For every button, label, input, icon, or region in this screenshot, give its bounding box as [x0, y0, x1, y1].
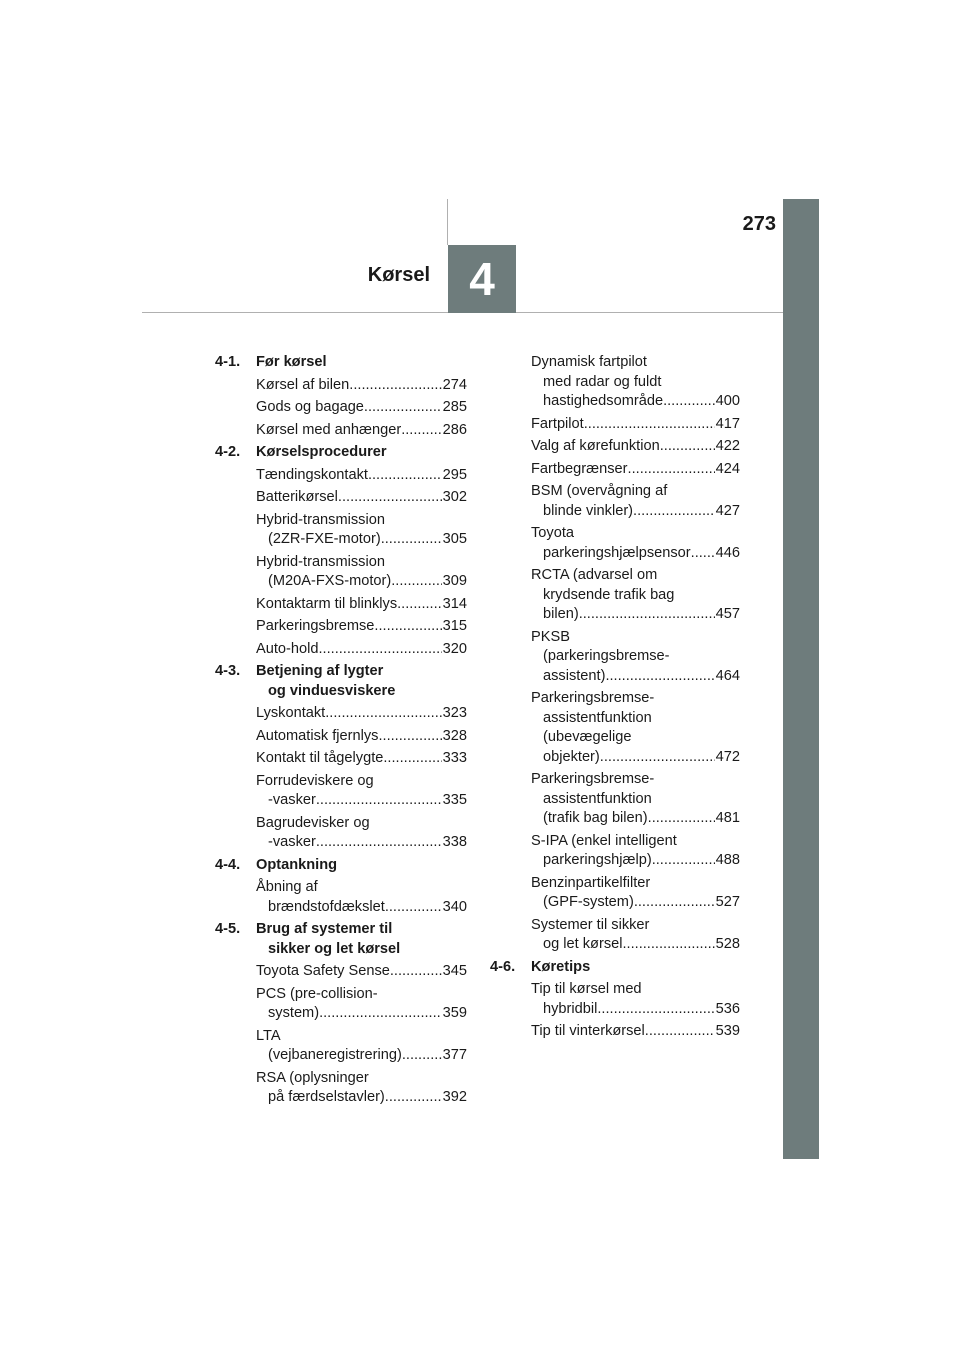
toc-entry-text: Kontaktarm til blinklys [256, 595, 398, 612]
toc-entry-text: blinde vinkler) [543, 502, 634, 519]
toc-section-number: 4-6. [490, 958, 516, 975]
toc-entry[interactable] [531, 874, 740, 913]
toc-right-column [490, 353, 740, 1045]
toc-entry-text: assistent) [543, 667, 606, 684]
toc-section-number: 4-3. [215, 663, 241, 679]
toc-entry[interactable] [256, 749, 467, 769]
toc-entry[interactable] [256, 878, 467, 917]
toc-entry-text: parkeringshjælpsensor [543, 544, 691, 561]
toc-leader-dots [402, 1046, 442, 1066]
toc-entry[interactable] [256, 814, 467, 853]
toc-entry-text: PCS (pre-collision- [256, 985, 378, 1002]
toc-entry-text: Automatisk fjernlys [256, 727, 379, 744]
toc-entry-text: (ubevægelige [543, 729, 632, 745]
toc-leader-dots [584, 415, 715, 435]
toc-entry-text: RSA (oplysninger [256, 1069, 369, 1086]
toc-entry[interactable] [531, 770, 740, 829]
toc-entry-text: Lyskontakt [256, 705, 326, 721]
toc-entry[interactable] [256, 421, 467, 441]
toc-section-heading [215, 662, 467, 701]
toc-page-number: 422 [715, 438, 740, 454]
toc-entry[interactable] [531, 689, 740, 767]
toc-leader-dots [579, 605, 715, 625]
page-number: 273 [742, 213, 776, 235]
toc-entry[interactable] [256, 511, 467, 550]
toc-entry-text: Kontakt til tågelygte [256, 750, 384, 766]
toc-leader-dots [605, 667, 714, 687]
toc-section-number: 4-4. [215, 856, 241, 873]
toc-entry[interactable] [256, 772, 467, 811]
toc-page-number: 285 [442, 399, 467, 415]
toc-leader-dots [378, 727, 441, 747]
toc-section-number: 4-1. [215, 354, 241, 370]
toc-entry[interactable] [531, 832, 740, 871]
toc-entry[interactable] [256, 376, 467, 396]
toc-entry-text: assistentfunktion [543, 709, 652, 726]
toc-entry-text: parkeringshjælp) [543, 852, 652, 868]
toc-page-number: 328 [442, 727, 467, 744]
toc-page-number: 481 [715, 810, 740, 826]
toc-entry-text: Tip til vinterkørsel [531, 1023, 645, 1039]
toc-entry-text: Åbning af [256, 879, 318, 895]
toc-section-title: Optankning [256, 856, 338, 873]
toc-leader-dots [401, 421, 441, 441]
toc-section-title: Køretips [531, 958, 591, 975]
chapter-side-tab [783, 199, 819, 1159]
toc-entry[interactable] [531, 437, 740, 457]
toc-entry-text: på færdselstavler) [268, 1089, 385, 1105]
toc-entry[interactable] [531, 524, 740, 563]
toc-page-number: 417 [715, 415, 740, 432]
toc-entry-text: brændstofdækslet [268, 898, 385, 915]
toc-page-number: 528 [715, 936, 740, 952]
toc-entry-text: Valg af kørefunktion [531, 438, 660, 454]
toc-entry[interactable] [256, 1027, 467, 1066]
toc-page-number: 488 [715, 852, 740, 868]
toc-page-number: 274 [442, 376, 467, 393]
toc-page-number: 340 [442, 898, 467, 915]
toc-entry-text: hastighedsområde [543, 393, 664, 409]
toc-entry-text: Tip til kørsel med [531, 981, 642, 997]
toc-entry[interactable] [256, 398, 467, 418]
toc-leader-dots [316, 791, 442, 811]
toc-entry-text: S-IPA (enkel intelligent [531, 832, 677, 849]
toc-page-number: 333 [442, 750, 467, 766]
toc-page-number: 427 [715, 502, 740, 519]
toc-entry[interactable] [531, 353, 740, 412]
toc-entry-text: PKSB [531, 628, 570, 645]
toc-section-heading [215, 443, 467, 463]
toc-section-heading [215, 353, 467, 373]
toc-section-number: 4-2. [215, 444, 241, 460]
toc-entry-text: RCTA (advarsel om [531, 567, 658, 583]
toc-entry-text: Systemer til sikker [531, 916, 650, 933]
toc-page-number: 320 [442, 640, 467, 657]
toc-leader-dots [385, 1088, 442, 1108]
toc-section-heading [215, 856, 467, 876]
toc-entry[interactable] [256, 727, 467, 747]
toc-entry-text: LTA [256, 1027, 281, 1044]
toc-page-number: 315 [442, 618, 467, 634]
toc-entry-text: Fartpilot [531, 415, 584, 432]
toc-entry-text: -vasker [268, 792, 316, 808]
toc-page-number: 472 [715, 748, 740, 765]
toc-entry-text: (M20A-FXS-motor) [268, 573, 392, 589]
toc-entry[interactable] [256, 466, 467, 486]
toc-leader-dots [597, 1000, 714, 1020]
header-divider-vertical [447, 199, 448, 245]
toc-page-number: 335 [442, 792, 467, 808]
toc-page-number: 295 [442, 466, 467, 483]
toc-entry[interactable] [531, 566, 740, 625]
toc-leader-dots [645, 1022, 715, 1042]
chapter-number-badge: 4 [448, 245, 516, 313]
toc-entry[interactable] [256, 962, 467, 982]
toc-leader-dots [319, 1004, 442, 1024]
toc-section-heading [215, 920, 467, 959]
toc-entry-text: BSM (overvågning af [531, 483, 668, 499]
toc-page-number: 446 [715, 544, 740, 561]
toc-page-number: 309 [442, 573, 467, 589]
toc-leader-dots [316, 833, 442, 853]
toc-entry-text: assistentfunktion [543, 790, 652, 807]
toc-entry-text: Fartbegrænser [531, 460, 628, 477]
toc-page-number: 345 [442, 963, 467, 979]
toc-entry[interactable] [256, 640, 467, 660]
toc-leader-dots [634, 893, 715, 913]
toc-leader-dots [349, 376, 441, 396]
toc-page-number: 314 [442, 595, 467, 612]
toc-leader-dots [652, 851, 715, 871]
toc-entry[interactable] [256, 488, 467, 508]
toc-entry-text: hybridbil [543, 1000, 598, 1017]
toc-entry[interactable] [531, 1022, 740, 1042]
toc-page-number: 323 [442, 705, 467, 721]
toc-leader-dots [374, 617, 441, 637]
toc-page-number: 457 [715, 606, 740, 622]
toc-entry-text: Batterikørsel [256, 489, 338, 505]
toc-entry-text: Hybrid-transmission [256, 553, 385, 570]
toc-entry-text: objekter) [543, 748, 600, 765]
toc-section-heading [490, 958, 740, 978]
toc-left-column [215, 353, 467, 1111]
toc-leader-dots [397, 595, 442, 615]
toc-page-number: 392 [442, 1089, 467, 1105]
toc-leader-dots [660, 437, 715, 457]
toc-entry-text: Gods og bagage [256, 399, 364, 415]
toc-entry[interactable] [531, 460, 740, 480]
toc-entry-text: Auto-hold [256, 640, 319, 657]
toc-entry-text: Parkeringsbremse- [531, 690, 655, 706]
toc-entry-text: (vejbaneregistrering) [268, 1047, 402, 1063]
chapter-title: Kørsel [367, 264, 430, 286]
toc-entry-text: bilen) [543, 606, 579, 622]
toc-page-number: 539 [715, 1023, 740, 1039]
toc-entry-text: Bagrudevisker og [256, 814, 370, 831]
toc-entry-text: med radar og fuldt [543, 373, 662, 390]
toc-leader-dots [648, 809, 715, 829]
toc-page-number: 377 [442, 1047, 467, 1063]
toc-entry-text: Tændingskontakt [256, 466, 368, 483]
toc-entry[interactable] [256, 617, 467, 637]
toc-section-title: Brug af systemer til sikker og let kørsel [256, 921, 401, 957]
toc-entry-text: Benzinpartikelfilter [531, 874, 651, 891]
toc-entry[interactable] [256, 985, 467, 1024]
toc-leader-dots [633, 502, 715, 522]
toc-entry-text: Kørsel med anhænger [256, 421, 402, 438]
toc-page-number: 536 [715, 1000, 740, 1017]
toc-entry-text: Kørsel af bilen [256, 376, 350, 393]
toc-entry-text: og let kørsel [543, 936, 623, 952]
toc-entry-text: (GPF-system) [543, 894, 634, 910]
toc-leader-dots [385, 898, 442, 918]
toc-leader-dots [391, 572, 441, 592]
toc-leader-dots [663, 392, 715, 412]
toc-leader-dots [628, 460, 715, 480]
toc-section-number: 4-5. [215, 921, 241, 937]
toc-page-number: 464 [715, 667, 740, 684]
toc-entry-text: Parkeringsbremse [256, 618, 375, 634]
toc-leader-dots [368, 466, 442, 486]
toc-entry[interactable] [531, 916, 740, 955]
toc-entry[interactable] [531, 628, 740, 687]
toc-entry[interactable] [531, 415, 740, 435]
toc-entry[interactable] [531, 980, 740, 1019]
toc-entry-text: (2ZR-FXE-motor) [268, 531, 381, 547]
toc-leader-dots [600, 748, 715, 768]
toc-entry-text: Toyota Safety Sense [256, 963, 390, 979]
toc-entry-text: Hybrid-transmission [256, 511, 385, 528]
toc-page-number: 338 [442, 834, 467, 850]
toc-section-title: Før kørsel [256, 354, 327, 370]
toc-section-title: Betjening af lygter og vinduesviskere [256, 663, 396, 699]
toc-entry-text: Toyota [531, 525, 574, 541]
toc-entry-text: Dynamisk fartpilot [531, 354, 647, 370]
toc-entry[interactable] [256, 1069, 467, 1108]
toc-leader-dots [622, 935, 714, 955]
toc-page-number: 286 [442, 421, 467, 438]
toc-leader-dots [364, 398, 442, 418]
toc-entry-text: Forrudeviskere og [256, 772, 374, 789]
toc-leader-dots [318, 640, 441, 660]
toc-leader-dots [338, 488, 442, 508]
toc-entry-text: Parkeringsbremse- [531, 771, 655, 787]
toc-leader-dots [381, 530, 442, 550]
toc-leader-dots [325, 704, 441, 724]
toc-entry[interactable] [531, 482, 740, 521]
toc-leader-dots [390, 962, 442, 982]
toc-entry-text: -vasker [268, 834, 316, 850]
toc-page-number: 359 [442, 1005, 467, 1021]
toc-page-number: 424 [715, 460, 740, 477]
toc-entry-text: (parkeringsbremse- [543, 648, 670, 664]
toc-page-number: 400 [715, 393, 740, 409]
toc-entry-text: krydsende trafik bag [543, 586, 675, 603]
toc-entry[interactable] [256, 553, 467, 592]
toc-entry[interactable] [256, 595, 467, 615]
toc-leader-dots [383, 749, 441, 769]
toc-entry-text: system) [268, 1005, 320, 1021]
toc-leader-dots [691, 544, 715, 564]
toc-entry-text: (trafik bag bilen) [543, 810, 648, 826]
toc-page-number: 527 [715, 894, 740, 910]
toc-page-number: 302 [442, 489, 467, 505]
toc-entry[interactable] [256, 704, 467, 724]
toc-section-title: Kørselsprocedurer [256, 444, 387, 460]
toc-page-number: 305 [442, 531, 467, 547]
